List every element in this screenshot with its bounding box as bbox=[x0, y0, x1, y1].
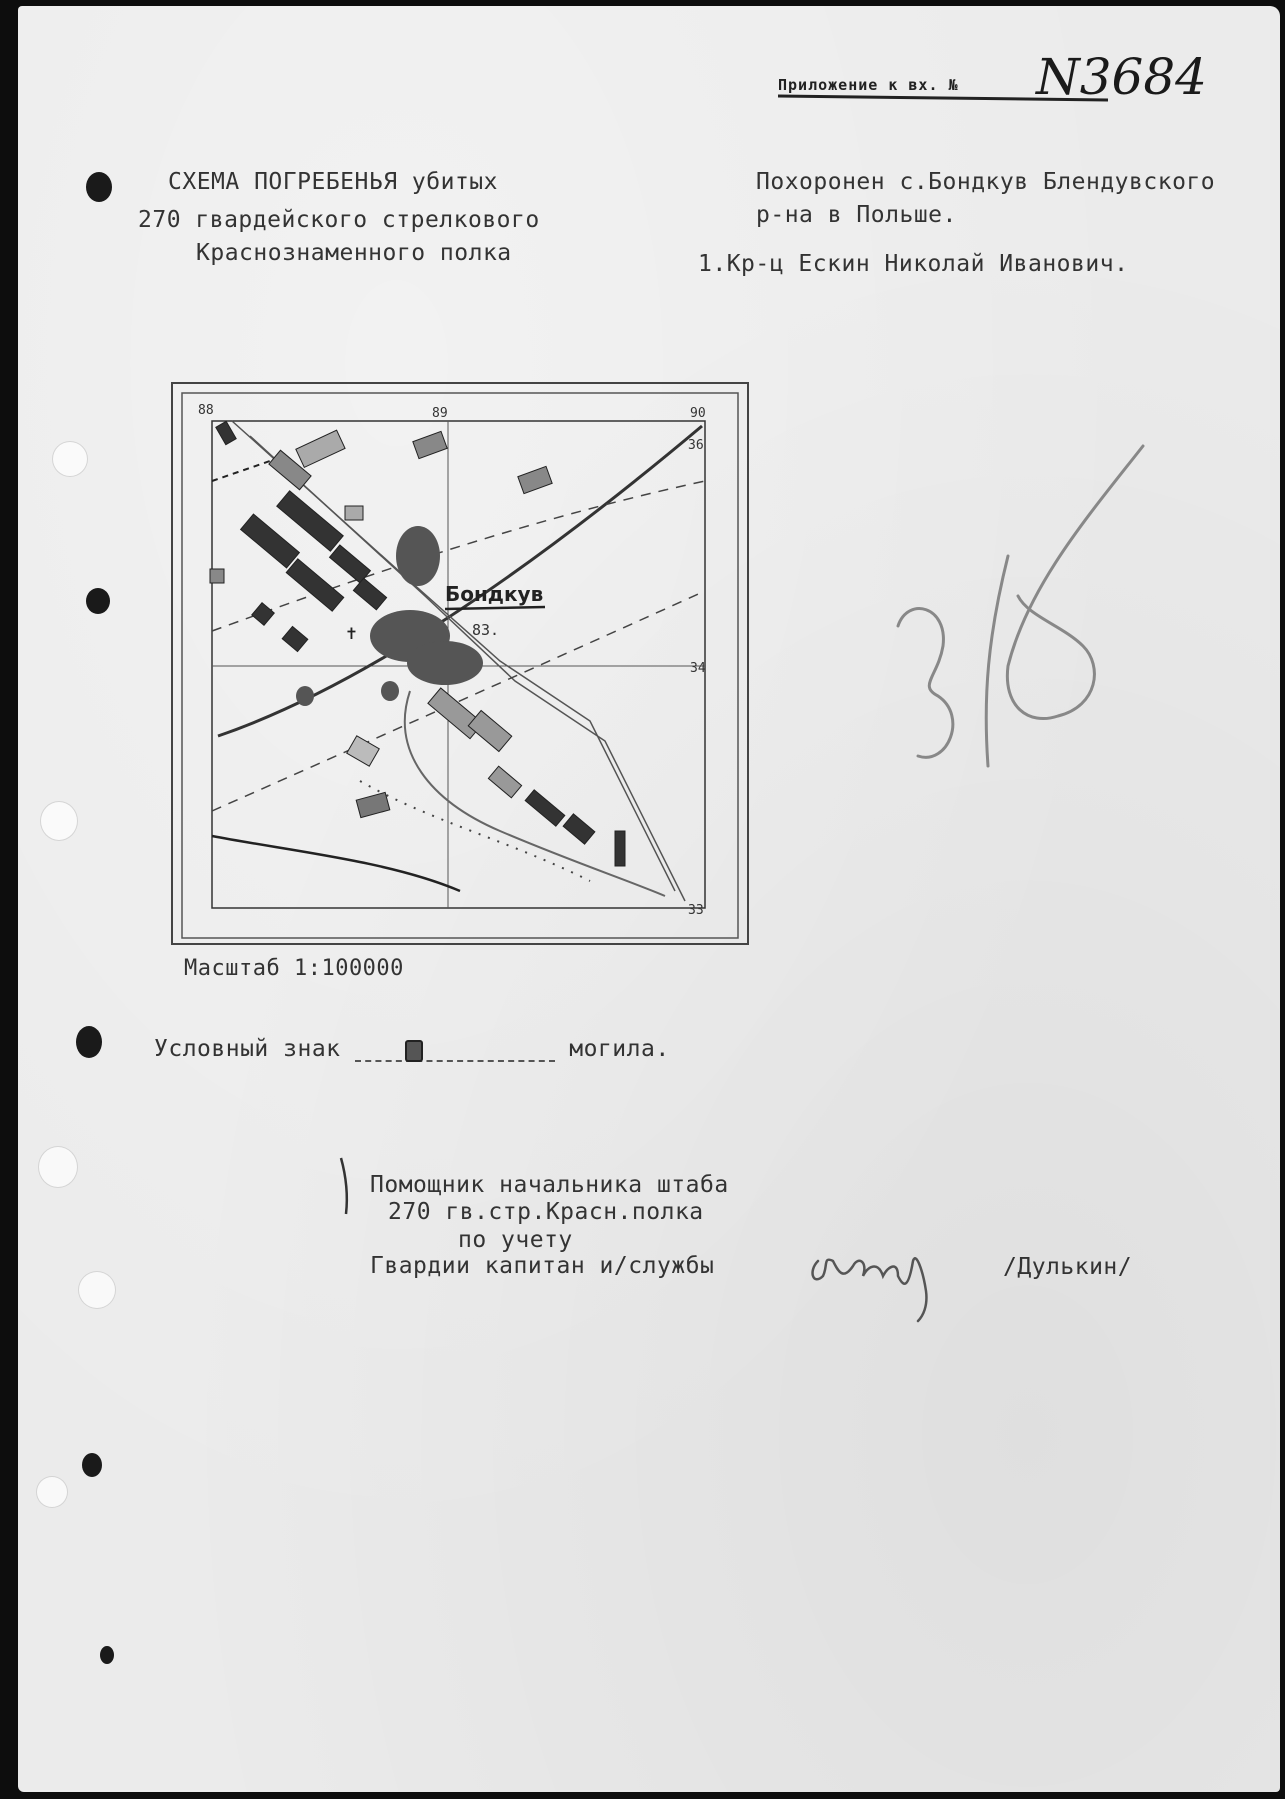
signer-name: /Дулькин/ bbox=[1003, 1254, 1133, 1280]
buried-soldier-name: 1.Кр-ц Ескин Николай Иванович. bbox=[698, 251, 1129, 277]
village-elevation: 83. bbox=[472, 621, 500, 639]
grid-label-y2: 34 bbox=[690, 661, 706, 676]
village-name: Бондкув bbox=[445, 582, 544, 606]
dashed-path-nw bbox=[212, 461, 270, 481]
punch-hole bbox=[86, 588, 110, 614]
stamp-underline bbox=[778, 86, 1118, 126]
legend-prefix: Условный знак bbox=[154, 1036, 341, 1062]
burial-place-line-2: р-на в Польше. bbox=[756, 202, 957, 228]
title-line-3: Краснознаменного полка bbox=[196, 240, 512, 266]
paper-tear bbox=[40, 801, 78, 841]
handwritten-signature bbox=[798, 1221, 978, 1331]
paper-tear bbox=[38, 1146, 78, 1188]
burial-map bbox=[170, 381, 750, 946]
punch-hole bbox=[100, 1646, 114, 1664]
grid-label-x2: 89 bbox=[432, 406, 448, 421]
legend-row bbox=[154, 1036, 670, 1062]
burial-place-line-1: Похоронен с.Бондкув Блендувского bbox=[756, 169, 1216, 195]
grid-label-x1: 88 bbox=[198, 403, 214, 418]
signer-title-2: 270 гв.стр.Красн.полка bbox=[388, 1199, 704, 1225]
legend-suffix: могила. bbox=[569, 1036, 670, 1062]
signer-title-1: Помощник начальника штаба bbox=[370, 1172, 729, 1198]
grave-symbol-icon bbox=[405, 1040, 423, 1062]
stamp-number: N3684 bbox=[1036, 48, 1207, 106]
grid-label-y1: 36 bbox=[688, 438, 704, 453]
punch-hole bbox=[76, 1026, 102, 1058]
grid-label-x3: 90 bbox=[690, 406, 706, 421]
village-name-underline bbox=[445, 607, 545, 609]
punch-hole bbox=[82, 1453, 102, 1477]
stamp-label: Приложение к вх. № bbox=[778, 76, 959, 94]
paper-tear bbox=[52, 441, 88, 477]
tree-clusters bbox=[296, 526, 483, 706]
grid-label-y3: 33 bbox=[688, 903, 704, 918]
bracket-mark bbox=[336, 1156, 356, 1216]
dotted-path bbox=[360, 781, 590, 881]
river-bank bbox=[212, 836, 460, 891]
title-line-2: 270 гвардейского стрелкового bbox=[138, 207, 540, 233]
paper-tear bbox=[36, 1476, 68, 1508]
title-line-1: СХЕМА ПОГРЕБЕНЬЯ убитых bbox=[168, 169, 498, 195]
handwritten-38-mark bbox=[888, 436, 1168, 796]
map-scale: Масштаб 1:100000 bbox=[184, 956, 404, 981]
paper-tear bbox=[78, 1271, 116, 1309]
grave-marker-icon: ✝ bbox=[346, 623, 357, 644]
signer-title-3: по учету bbox=[458, 1227, 573, 1253]
punch-hole bbox=[86, 172, 112, 202]
signer-rank: Гвардии капитан и/службы bbox=[370, 1253, 715, 1279]
document-sheet bbox=[18, 6, 1280, 1792]
registration-stamp bbox=[778, 48, 1280, 108]
legend-symbol-line bbox=[355, 1042, 555, 1062]
